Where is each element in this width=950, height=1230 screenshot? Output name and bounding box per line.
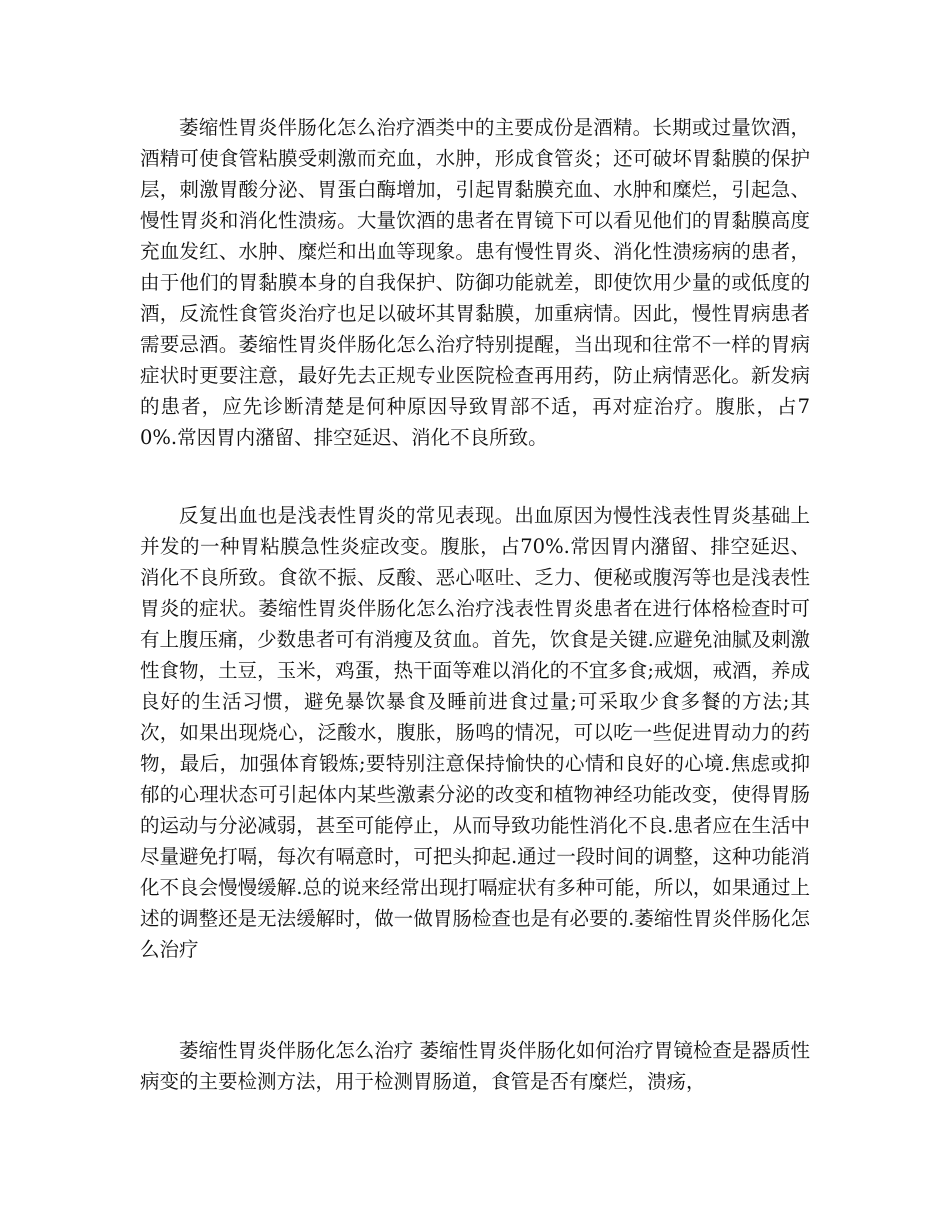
paragraph-2: 反复出血也是浅表性胃炎的常见表现。出血原因为慢性浅表性胃炎基础上并发的一种胃粘膜急性炎症改变。腹胀，占70%.常因胃内潴留、排空延迟、消化不良所致。食欲不振、反酸、恶心呕吐、乏力、便秘或腹泻等也是浅表性胃炎的症状。萎缩性胃炎伴肠化怎么治疗浅表性胃炎患者在进行体格检查时可有上腹压痛，少数患者可有消瘦及贫血。首先，饮食是关键.应避免油腻及刺激性食物，土豆，玉米，鸡蛋，热干面等难以消化的不宜多食;戒烟，戒酒，养成良好的生活习惯，避免暴饮暴食及睡前进食过量;可采取少食多餐的方法;其次，如果出现烧心，泛酸水，腹胀，肠鸣的情况，可以吃一些促进胃动力的药物，最后，加强体育锻炼;要特别注意保持愉快的心情和良好的心境.焦虑或抑郁的心理状态可引起体内某些激素分泌的改变和植物神经功能改变，使得胃肠的运动与分泌减弱，甚至可能停止，从而导致功能性消化不良.患者应在生活中尽量避免打嗝，每次有嗝意时，可把头抑起.通过一段时间的调整，这种功能消化不良会慢慢缓解.总的说来经常出现打嗝症状有多种可能，所以，如果通过上述的调整还是无法缓解时，做一做胃肠检查也是有必要的.萎缩性胃炎伴肠化怎么治疗 [140,504,810,961]
paragraph-1: 萎缩性胃炎伴肠化怎么治疗酒类中的主要成份是酒精。长期或过量饮酒，酒精可使食管粘膜受刺激而充血，水肿，形成食管炎；还可破坏胃黏膜的保护层，刺激胃酸分泌、胃蛋白酶增加，引起胃黏膜充血、水肿和糜烂，引起急、慢性胃炎和消化性溃疡。大量饮酒的患者在胃镜下可以看见他们的胃黏膜高度充血发红、水肿、糜烂和出血等现象。患有慢性胃炎、消化性溃疡病的患者，由于他们的胃黏膜本身的自我保护、防御功能就差，即使饮用少量的或低度的酒，反流性食管炎治疗也足以破坏其胃黏膜，加重病情。因此，慢性胃病患者需要忌酒。萎缩性胃炎伴肠化怎么治疗特别提醒，当出现和往常不一样的胃病症状时更要注意，最好先去正规专业医院检查再用药，防止病情恶化。新发病的患者，应先诊断清楚是何种原因导致胃部不适，再对症治疗。腹胀，占70%.常因胃内潴留、排空延迟、消化不良所致。 [140,116,810,449]
paragraph-3: 萎缩性胃炎伴肠化怎么治疗 萎缩性胃炎伴肠化如何治疗胃镜检查是器质性病变的主要检测方法，用于检测胃肠道，食管是否有糜烂，溃疡， [140,1039,810,1093]
